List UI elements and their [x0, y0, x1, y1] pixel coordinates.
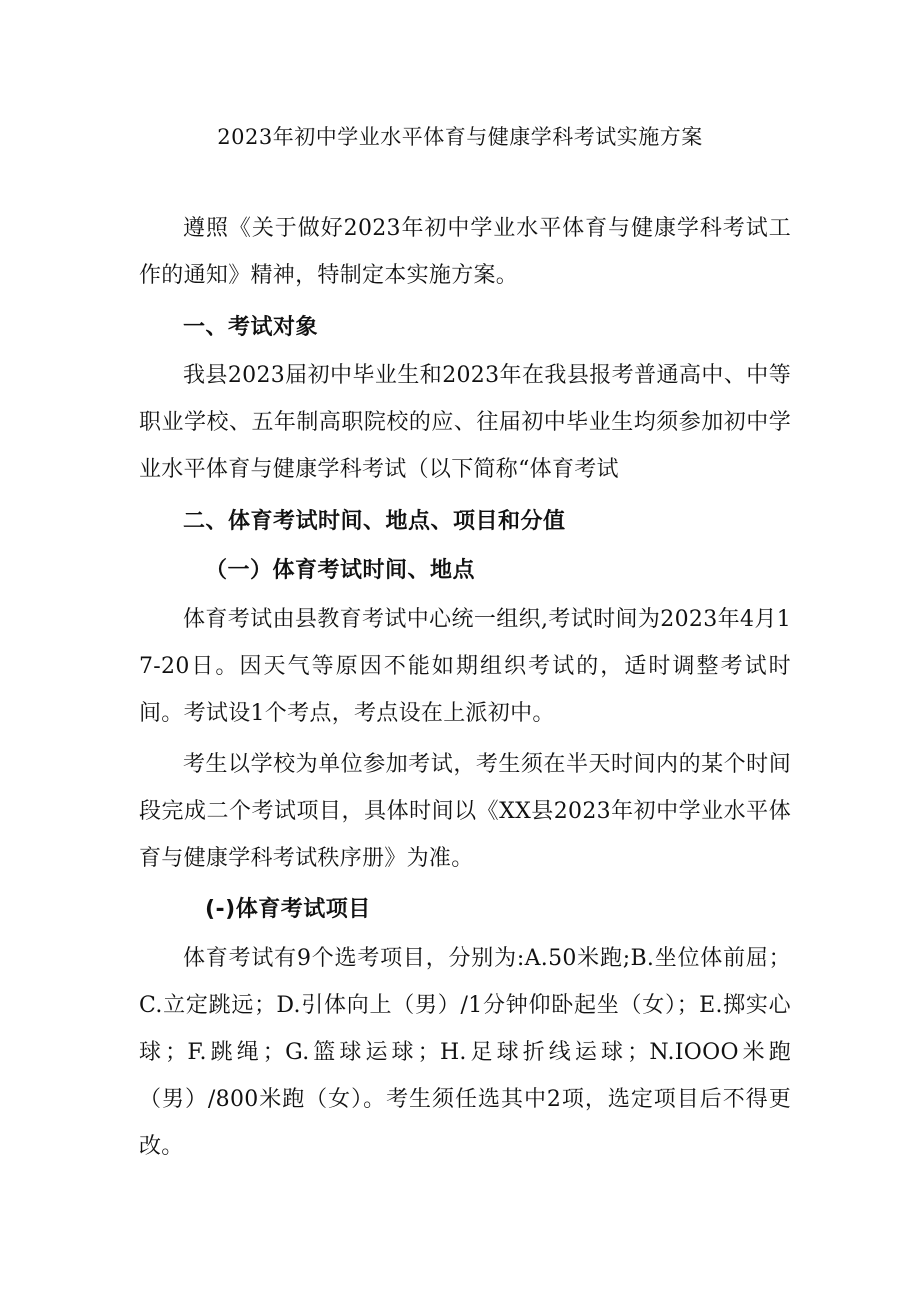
intro-paragraph: 遵照《关于做好2023年初中学业水平体育与健康学科考试工作的通知》精神，特制定本实施方案。 [139, 216, 791, 288]
document-title: 2023年初中学业水平体育与健康学科考试实施方案 [217, 125, 703, 149]
section-2-heading: 二、体育考试时间、地点、项目和分值 [183, 509, 566, 534]
subsection-2-heading: (-)体育考试项目 [205, 897, 371, 922]
section-1-heading: 一、考试对象 [183, 315, 319, 340]
section-1-paragraph: 我县2023届初中毕业生和2023年在我县报考普通高中、中等职业学校、五年制高职院校的应、往届初中毕业生均须参加初中学业水平体育与健康学科考试（以下简称“体育考试 [139, 363, 791, 482]
subsection-2-paragraph: 体育考试有9个选考项目，分别为:A.50米跑;B.坐位体前屈；C.立定跳远；D.引体向上（男）/1分钟仰卧起坐（女）；E.掷实心球；F.跳绳；G.篮球运球；H.足球折线运球；N.IOOO米跑（男）/800米跑（女）。考生须任选其中2项，选定项目后不得更改。 [139, 946, 791, 1159]
subsection-1-paragraph-1: 体育考试由县教育考试中心统一组织,考试时间为2023年4月17-20日。因天气等原因不能如期组织考试的，适时调整考试时间。考试设1个考点，考点设在上派初中。 [139, 607, 791, 726]
subsection-1-paragraph-2: 考生以学校为单位参加考试，考生须在半天时间内的某个时间段完成二个考试项目，具体时间以《XX县2023年初中学业水平体育与健康学科考试秩序册》为准。 [139, 752, 791, 871]
subsection-1-heading: （一）体育考试时间、地点 [205, 558, 476, 583]
